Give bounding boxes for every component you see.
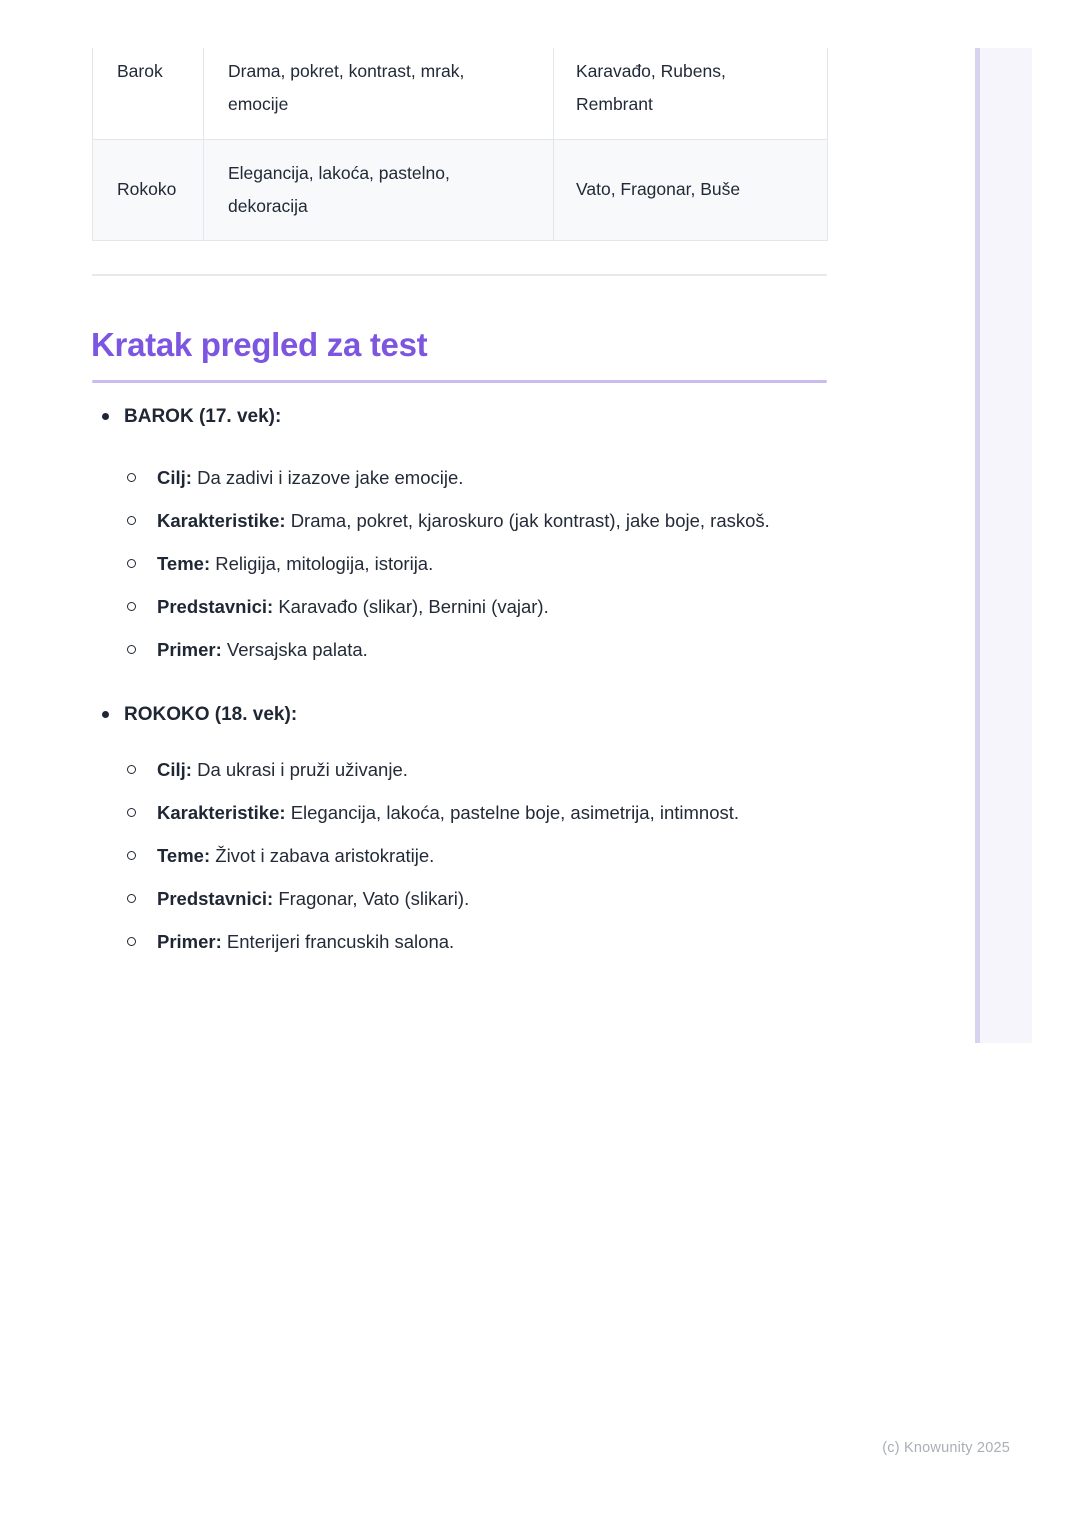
item-text: Elegancija, lakoća, pastelne boje, asimetrija, intimnost. <box>290 802 740 823</box>
sub-item-list <box>92 463 840 664</box>
item-text: Enterijeri francuskih salona. <box>226 931 455 952</box>
filled-bullet-icon <box>102 711 109 718</box>
table-row <box>93 139 828 240</box>
table-row <box>93 48 828 139</box>
item-label: Predstavnici: <box>157 596 274 617</box>
item-label: Primer: <box>157 931 222 952</box>
side-panel <box>980 48 1032 1043</box>
list-item <box>92 506 840 535</box>
filled-bullet-icon <box>102 413 109 420</box>
item-label: Karakteristike: <box>157 802 286 823</box>
circle-bullet-icon <box>127 516 136 525</box>
item-label: Primer: <box>157 639 222 660</box>
title-underline <box>92 380 827 383</box>
item-text: Karavađo (slikar), Bernini (vajar). <box>278 596 549 617</box>
list-item <box>92 798 840 827</box>
circle-bullet-icon <box>127 602 136 611</box>
item-label: Teme: <box>157 553 211 574</box>
item-text: Drama, pokret, kjaroskuro (jak kontrast), jake boje, raskoš. <box>290 510 770 531</box>
list-item <box>92 592 840 621</box>
cell-artists: Karavađo, Rubens, Rembrant <box>554 48 828 139</box>
item-text: Život i zabava aristokratije. <box>215 845 435 866</box>
item-text: Religija, mitologija, istorija. <box>215 553 434 574</box>
section-divider <box>92 274 827 276</box>
group-header <box>92 700 840 729</box>
item-label: Cilj: <box>157 759 192 780</box>
list-item <box>92 549 840 578</box>
circle-bullet-icon <box>127 559 136 568</box>
circle-bullet-icon <box>127 894 136 903</box>
list-item <box>92 884 840 913</box>
list-item <box>92 635 840 664</box>
group-header-label: ROKOKO (18. vek): <box>124 704 298 725</box>
styles-comparison-table <box>92 48 828 241</box>
cell-style-name: Barok <box>93 48 204 139</box>
list-item <box>92 755 840 784</box>
group-header <box>92 402 840 431</box>
cell-characteristics: Elegancija, lakoća, pastelno, dekoracija <box>204 139 554 240</box>
circle-bullet-icon <box>127 808 136 817</box>
circle-bullet-icon <box>127 473 136 482</box>
list-group-barok <box>92 402 840 664</box>
circle-bullet-icon <box>127 937 136 946</box>
item-label: Cilj: <box>157 467 192 488</box>
item-text: Fragonar, Vato (slikari). <box>278 888 470 909</box>
list-item <box>92 463 840 492</box>
review-list <box>92 402 840 956</box>
sub-item-list <box>92 755 840 956</box>
list-item <box>92 841 840 870</box>
item-text: Versajska palata. <box>226 639 368 660</box>
circle-bullet-icon <box>127 851 136 860</box>
group-header-label: BAROK (17. vek): <box>124 406 282 427</box>
item-label: Predstavnici: <box>157 888 274 909</box>
list-group-rokoko <box>92 700 840 956</box>
item-label: Teme: <box>157 845 211 866</box>
cell-characteristics: Drama, pokret, kontrast, mrak, emocije <box>204 48 554 139</box>
copyright-footer: (c) Knowunity 2025 <box>882 1440 1010 1456</box>
cell-artists: Vato, Fragonar, Buše <box>554 139 828 240</box>
item-text: Da ukrasi i pruži uživanje. <box>197 759 408 780</box>
item-label: Karakteristike: <box>157 510 286 531</box>
section-title: Kratak pregled za test <box>91 326 428 363</box>
circle-bullet-icon <box>127 645 136 654</box>
list-item <box>92 927 840 956</box>
item-text: Da zadivi i izazove jake emocije. <box>197 467 464 488</box>
circle-bullet-icon <box>127 765 136 774</box>
cell-style-name: Rokoko <box>93 139 204 240</box>
